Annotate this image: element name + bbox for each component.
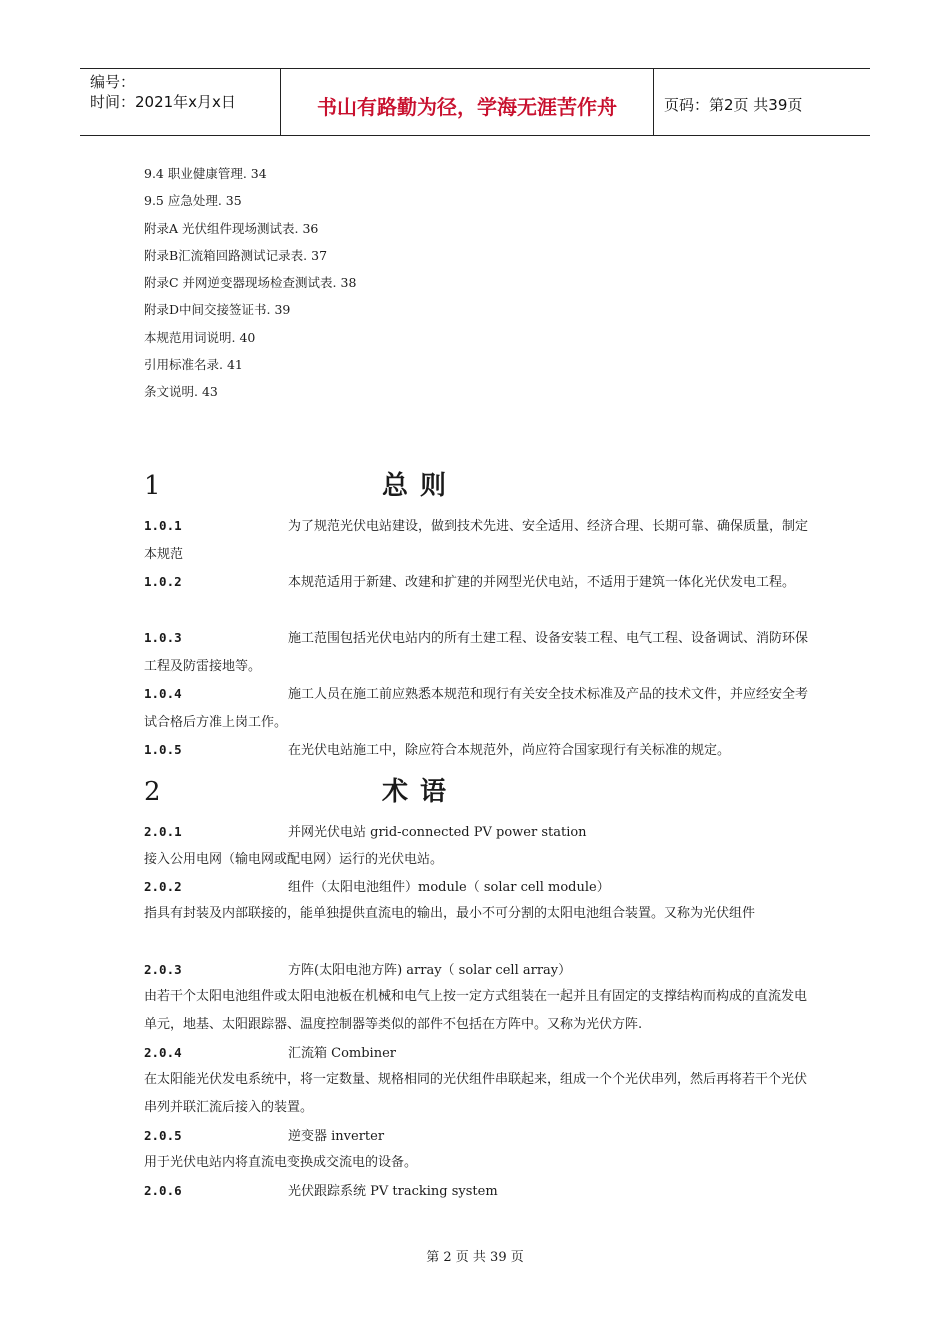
document-number-label: 编号： bbox=[90, 73, 136, 91]
term-code: 2.0.3 bbox=[144, 962, 182, 977]
toc-entry[interactable]: 条文说明. 43 bbox=[144, 384, 218, 400]
header-motto-cell bbox=[281, 69, 654, 135]
clause-code: 1.0.2 bbox=[144, 574, 182, 589]
toc-entry[interactable]: 本规范用词说明. 40 bbox=[144, 329, 256, 345]
term-name: 逆变器 inverter bbox=[288, 1129, 385, 1144]
term-name: 组件（太阳电池组件）module（ solar cell module） bbox=[288, 880, 610, 895]
term-entry bbox=[144, 818, 808, 847]
clause bbox=[144, 624, 808, 681]
header-page-cell bbox=[654, 69, 870, 135]
term-name: 光伏跟踪系统 PV tracking system bbox=[288, 1184, 498, 1199]
toc-entry[interactable]: 9.4 职业健康管理. 34 bbox=[144, 166, 267, 181]
table-of-contents bbox=[144, 160, 804, 406]
clause-text: 在光伏电站施工中，除应符合本规范外，尚应符合国家现行有关标准的规定。 bbox=[288, 743, 731, 758]
term-entry bbox=[144, 1122, 808, 1151]
term-definition: 接入公用电网（输电网或配电网）运行的光伏电站。 bbox=[144, 852, 444, 867]
clause-code: 1.0.5 bbox=[144, 742, 182, 757]
page-header bbox=[80, 68, 870, 136]
clause bbox=[144, 736, 808, 765]
toc-entry[interactable]: 附录C 并网逆变器现场检查测试表. 38 bbox=[144, 275, 357, 291]
clause bbox=[144, 512, 808, 569]
toc-entry[interactable]: 附录B汇流箱回路测试记录表. 37 bbox=[144, 247, 328, 263]
term-name: 并网光伏电站 grid-connected PV power station bbox=[288, 825, 587, 840]
term-code: 2.0.2 bbox=[144, 879, 182, 894]
clause-text: 施工范围包括光伏电站内的所有土建工程、设备安装工程、电气工程、设备调试、消防环保工程及防雷接地等。 bbox=[144, 631, 809, 674]
chapter-title: 总则 bbox=[382, 471, 459, 501]
chapter-heading bbox=[144, 466, 808, 506]
term-entry bbox=[144, 1039, 808, 1068]
clause-text: 为了规范光伏电站建设，做到技术先进、安全适用、经济合理、长期可靠、确保质量，制定本规范 bbox=[144, 519, 809, 562]
term-code: 2.0.4 bbox=[144, 1045, 182, 1060]
term-code: 2.0.1 bbox=[144, 824, 182, 839]
toc-entry[interactable]: 9.5 应急处理. 35 bbox=[144, 193, 242, 209]
term-definition: 用于光伏电站内将直流电变换成交流电的设备。 bbox=[144, 1155, 418, 1170]
term-name: 汇流箱 Combiner bbox=[288, 1046, 396, 1061]
header-motto: 书山有路勤为径，学海无涯苦作舟 bbox=[317, 95, 617, 119]
toc-entry[interactable]: 附录D中间交接签证书. 39 bbox=[144, 302, 291, 318]
clause-code: 1.0.4 bbox=[144, 686, 182, 701]
clause-text: 施工人员在施工前应熟悉本规范和现行有关安全技术标准及产品的技术文件，并应经安全考试合格后方准上岗工作。 bbox=[144, 687, 809, 730]
term-name: 方阵(太阳电池方阵) array（ solar cell array） bbox=[288, 963, 572, 978]
toc-entry[interactable]: 附录A 光伏组件现场测试表. 36 bbox=[144, 220, 319, 236]
term-code: 2.0.5 bbox=[144, 1128, 182, 1143]
term-entry bbox=[144, 1177, 808, 1206]
chapter-title: 术语 bbox=[382, 777, 459, 807]
chapter-number: 1 bbox=[144, 471, 161, 501]
term-entry bbox=[144, 956, 808, 985]
clause bbox=[144, 568, 808, 597]
toc-entry[interactable]: 引用标准名录. 41 bbox=[144, 357, 243, 373]
term-definition: 由若干个太阳电池组件或太阳电池板在机械和电气上按一定方式组装在一起并且有固定的支撑结构而构成的直流发电单元，地基、太阳跟踪器、温度控制器等类似的部件不包括在方阵中。又称为光伏方阵. bbox=[144, 989, 808, 1032]
chapter-heading bbox=[144, 772, 808, 812]
term-definition: 在太阳能光伏发电系统中，将一定数量、规格相同的光伏组件串联起来，组成一个个光伏串列，然后再将若干个光伏串列并联汇流后接入的装置。 bbox=[144, 1072, 808, 1115]
clause-code: 1.0.1 bbox=[144, 518, 182, 533]
term-code: 2.0.6 bbox=[144, 1183, 182, 1198]
clause-code: 1.0.3 bbox=[144, 630, 182, 645]
document-time-label: 时间：2021年x月x日 bbox=[90, 93, 236, 111]
header-page-label: 页码：第2页 共39页 bbox=[664, 96, 803, 114]
term-definition: 指具有封装及内部联接的，能单独提供直流电的输出，最小不可分割的太阳电池组合装置。又称为光伏组件 bbox=[144, 906, 756, 921]
page-footer: 第 2 页 共 39 页 bbox=[426, 1250, 524, 1265]
term-entry bbox=[144, 873, 808, 902]
clause-text: 本规范适用于新建、改建和扩建的并网型光伏电站，不适用于建筑一体化光伏发电工程。 bbox=[288, 575, 796, 590]
chapter-number: 2 bbox=[144, 777, 161, 807]
header-meta-cell bbox=[80, 69, 281, 135]
clause bbox=[144, 680, 808, 737]
